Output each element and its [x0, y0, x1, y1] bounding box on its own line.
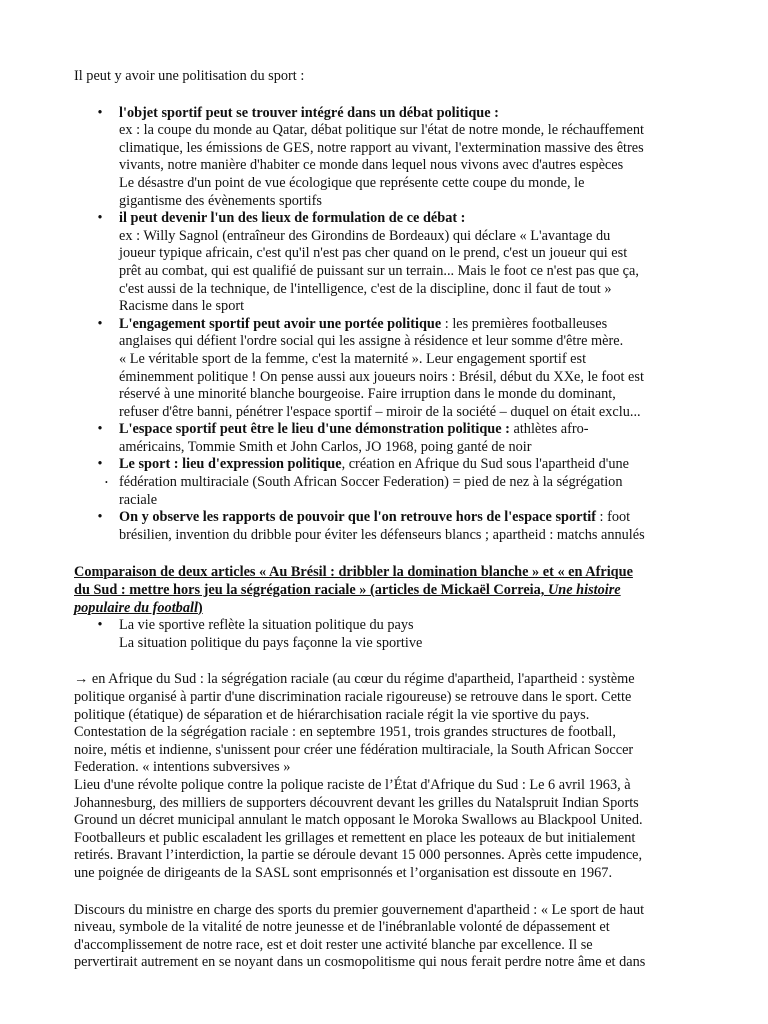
- item-line: « Le véritable sport de la femme, c'est la maternité ». Leur engagement sportif est: [119, 350, 587, 367]
- intro-text: Il peut y avoir une politisation du sport :: [74, 68, 305, 84]
- item-heading: L'espace sportif peut être le lieu d'une démonstration politique :: [119, 421, 510, 438]
- item-heading-rest: , création en Afrique du Sud sous l'apartheid d'une: [341, 456, 630, 473]
- paragraph-line: noire, métis et indienne, s'unissent pour créer une fédération multiraciale, la South African Soccer: [74, 741, 634, 758]
- section-title-line2: du Sud : mettre hors jeu la ségrégation raciale » (articles de Mickaël Correia,: [74, 582, 548, 599]
- political-sport-list: [74, 105, 702, 545]
- item-heading: L'engagement sportif peut avoir une portée politique: [119, 315, 442, 332]
- item-line: ex : la coupe du monde au Qatar, débat politique sur l'état de notre monde, le réchauffement: [119, 122, 644, 139]
- item-heading-rest: : les premières footballeuses: [441, 315, 608, 332]
- item-line: ex : Willy Sagnol (entraîneur des Girondins de Bordeaux) qui déclare « L'avantage du: [119, 227, 611, 244]
- list-item: [74, 617, 702, 652]
- paragraph-line: Ground un décret municipal annulant le match opposant le Moroka Swallows au Blackpool United.: [74, 812, 643, 829]
- item-line: fédération multiraciale (South African Soccer Federation) = pied de nez à la ségrégation: [119, 474, 623, 491]
- book-title-part2: populaire du football: [74, 599, 198, 616]
- paragraph-line: pervertirait autrement en se noyant dans un cosmopolitisme qui nous ferait perdre notre âme et dans: [74, 954, 646, 971]
- item-line: La vie sportive reflète la situation politique du pays: [119, 617, 414, 634]
- item-heading-rest: : foot: [595, 509, 631, 526]
- section-title: [74, 564, 702, 617]
- paragraph-line: niveau, symbole de la vitalité de notre jeunesse et de l'inébranlable volonté de dépassement et: [74, 919, 610, 936]
- list-item: [74, 509, 702, 544]
- paragraph-line: d'accomplissement de notre race, est et doit rester une activité blanche par excellence. Il se: [74, 936, 593, 953]
- book-title-part1: Une histoire: [547, 582, 621, 599]
- bullet-icon: •: [97, 456, 103, 473]
- item-line: anglaises qui défient l'ordre social qui les assigne à résidence et leur somme d'être mère.: [119, 333, 624, 350]
- item-heading: On y observe les rapports de pouvoir que l'on retrouve hors de l'espace sportif: [119, 509, 596, 526]
- item-line: gigantisme des évènements sportifs: [119, 192, 322, 209]
- item-heading: l'objet sportif peut se trouver intégré dans un débat politique :: [119, 104, 499, 121]
- paragraph-line: politique organisé à partir d'une discrimination raciale rigoureuse) se retrouve dans le sport. Cette: [74, 689, 632, 705]
- bullet-icon: •: [97, 509, 103, 526]
- paragraph-line: Federation. « intentions subversives »: [74, 759, 291, 776]
- item-line: climatique, les émissions de GES, notre rapport au vivant, l'extermination massive des êtres: [119, 139, 644, 156]
- minister-speech-paragraph: [74, 902, 702, 972]
- paragraph-line: Footballeurs et public escaladent les grillages et remettent en place les poteaux de but initialement: [74, 829, 636, 846]
- paragraph-line: Discours du ministre en charge des sports du premier gouvernement d'apartheid : « Le sport de haut: [74, 901, 645, 918]
- item-line: refuser d'être banni, pénétrer l'espace sportif – miroir de la société – duquel on était exclu...: [119, 403, 641, 420]
- item-line: joueur typique africain, c'est qu'il n'est pas cher quand on le prend, c'est un joueur qui est: [119, 245, 628, 262]
- bullet-icon: •: [97, 421, 103, 438]
- stray-bullet-mark: •: [105, 478, 108, 487]
- section-title-end: ): [197, 599, 203, 616]
- item-heading: Le sport : lieu d'expression politique: [119, 456, 342, 473]
- bullet-icon: •: [97, 210, 103, 227]
- item-line: brésilien, invention du dribble pour éviter les défenseurs blancs ; apartheid : matchs annulés: [119, 526, 645, 543]
- item-line: raciale: [119, 491, 158, 508]
- list-item: [74, 456, 702, 509]
- south-africa-paragraph: [74, 671, 702, 882]
- list-item: [74, 421, 702, 456]
- item-heading-rest: athlètes afro-: [509, 421, 589, 438]
- comparison-list: [74, 617, 702, 652]
- item-line: La situation politique du pays façonne la vie sportive: [119, 634, 423, 651]
- section-title-line1: Comparaison de deux articles « Au Brésil : dribbler la domination blanche » et « en Afrique: [74, 564, 633, 581]
- item-line: réservé à une minorité blanche bourgeoise. Faire irruption dans le monde du dominant,: [119, 386, 616, 403]
- item-line: Le désastre d'un point de vue écologique que représente cette coupe du monde, le: [119, 174, 585, 191]
- paragraph-line: une poignée de dirigeants de la SASL sont emprisonnés et l’organisation est dissoute en 1967.: [74, 864, 613, 881]
- list-item: [74, 210, 702, 316]
- list-item: [74, 105, 702, 211]
- item-line: prêt au combat, qui est qualifié de puissant sur un terrain... Mais le foot ce n'est pas que ça,: [119, 262, 639, 279]
- document-page: [74, 68, 702, 972]
- paragraph-line: Contestation de la ségrégation raciale : en septembre 1951, trois grandes structures de football,: [74, 724, 616, 741]
- paragraph-line: Lieu d'une révolte polique contre la polique raciste de l’État d'Afrique du Sud : Le 6 avril 1963, à: [74, 776, 631, 793]
- paragraph-line: Johannesburg, des milliers de supporters découvrent devant les grilles du Natalspruit Indian Sports: [74, 794, 639, 811]
- item-heading: il peut devenir l'un des lieux de formulation de ce débat :: [119, 210, 466, 227]
- paragraph-line: → en Afrique du Sud : la ségrégation raciale (au cœur du régime d'apartheid, l'apartheid : système: [74, 671, 635, 688]
- bullet-icon: •: [97, 315, 103, 332]
- item-line: c'est aussi de la technique, de l'intelligence, c'est de la discipline, donc il faut de tout »: [119, 280, 612, 297]
- bullet-icon: •: [97, 617, 103, 634]
- paragraph-line: retirés. Bravant l’interdiction, la partie se déroule devant 15 000 personnes. Après cette impudence,: [74, 847, 643, 864]
- item-line: Racisme dans le sport: [119, 298, 245, 315]
- paragraph-line: politique (étatique) de séparation et de hiérarchisation raciale régit la vie sportive du pays.: [74, 706, 590, 723]
- item-line: vivants, notre manière d'habiter ce monde dans lequel nous vivons avec d'autres espèces: [119, 157, 624, 174]
- item-line: éminemment politique ! On pense aussi aux joueurs noirs : Brésil, début du XXe, le foot est: [119, 368, 644, 385]
- bullet-icon: •: [97, 104, 103, 121]
- list-item: [74, 316, 702, 422]
- item-line: américains, Tommie Smith et John Carlos, JO 1968, poing ganté de noir: [119, 438, 532, 455]
